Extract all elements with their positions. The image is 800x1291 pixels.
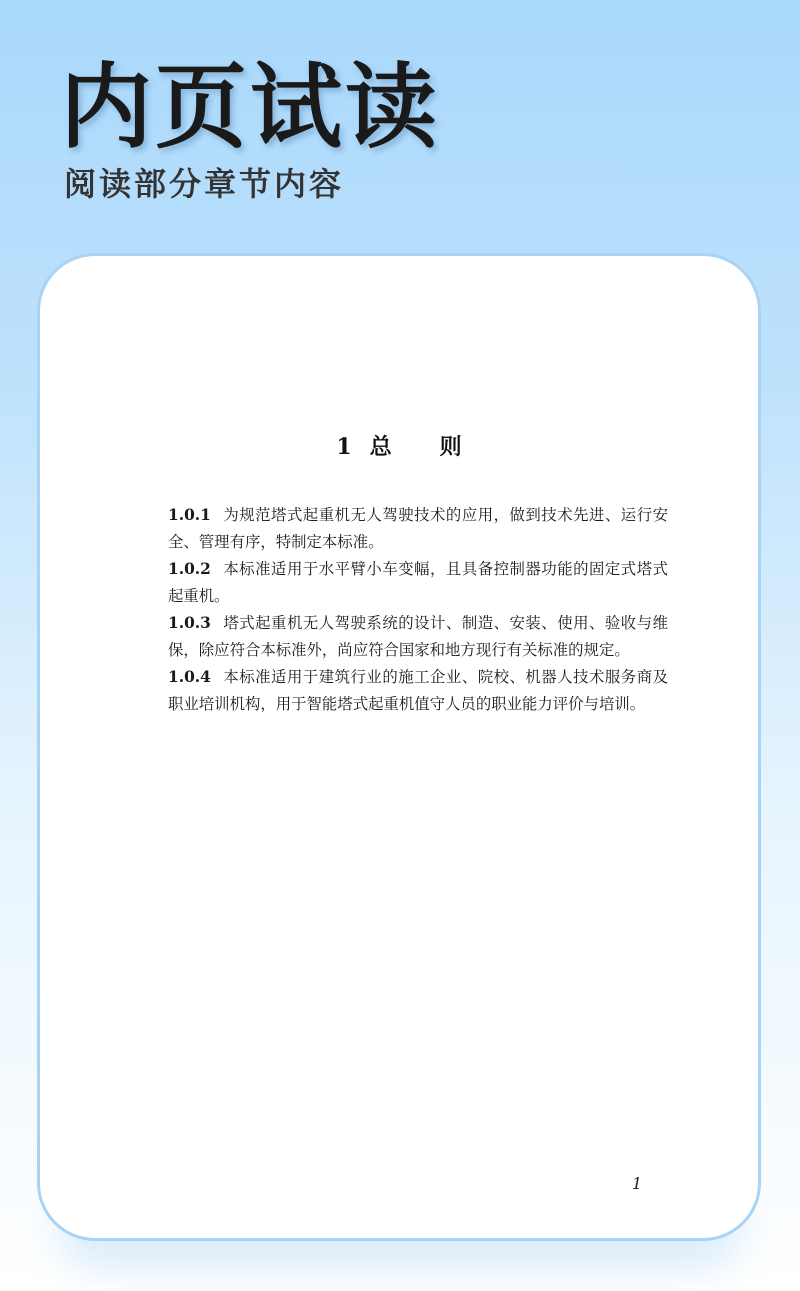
clause-1-0-4 (168, 664, 668, 718)
clause-text: 本标准适用于建筑行业的施工企业、院校、机器人技术服务商及职业培训机构，用于智能塔式起重机值守人员的职业能力评价与培训。 (168, 668, 668, 713)
clause-text: 本标准适用于水平臂小车变幅，且具备控制器功能的固定式塔式起重机。 (168, 560, 668, 605)
clause-number: 1.0.1 (168, 506, 211, 524)
chapter-title-text: 总则 (369, 434, 510, 460)
page-number: 1 (631, 1174, 642, 1193)
clause-text: 塔式起重机无人驾驶系统的设计、制造、安装、使用、验收与维保，除应符合本标准外，尚应符合国家和地方现行有关标准的规定。 (168, 614, 668, 659)
chapter-number: 1 (336, 434, 352, 460)
clause-text: 为规范塔式起重机无人驾驶技术的应用，做到技术先进、运行安全、管理有序，特制定本标准。 (168, 506, 668, 551)
clause-1-0-1 (168, 502, 668, 556)
header-subtitle: 阅读部分章节内容 (64, 165, 345, 203)
clause-list (168, 502, 668, 718)
clause-number: 1.0.2 (168, 560, 211, 578)
clause-number: 1.0.4 (168, 668, 211, 686)
header-title: 内页试读 (60, 54, 441, 161)
document-page (37, 253, 761, 1241)
clause-1-0-3 (168, 610, 668, 664)
clause-number: 1.0.3 (168, 614, 211, 632)
clause-1-0-2 (168, 556, 668, 610)
chapter-title (40, 434, 758, 460)
